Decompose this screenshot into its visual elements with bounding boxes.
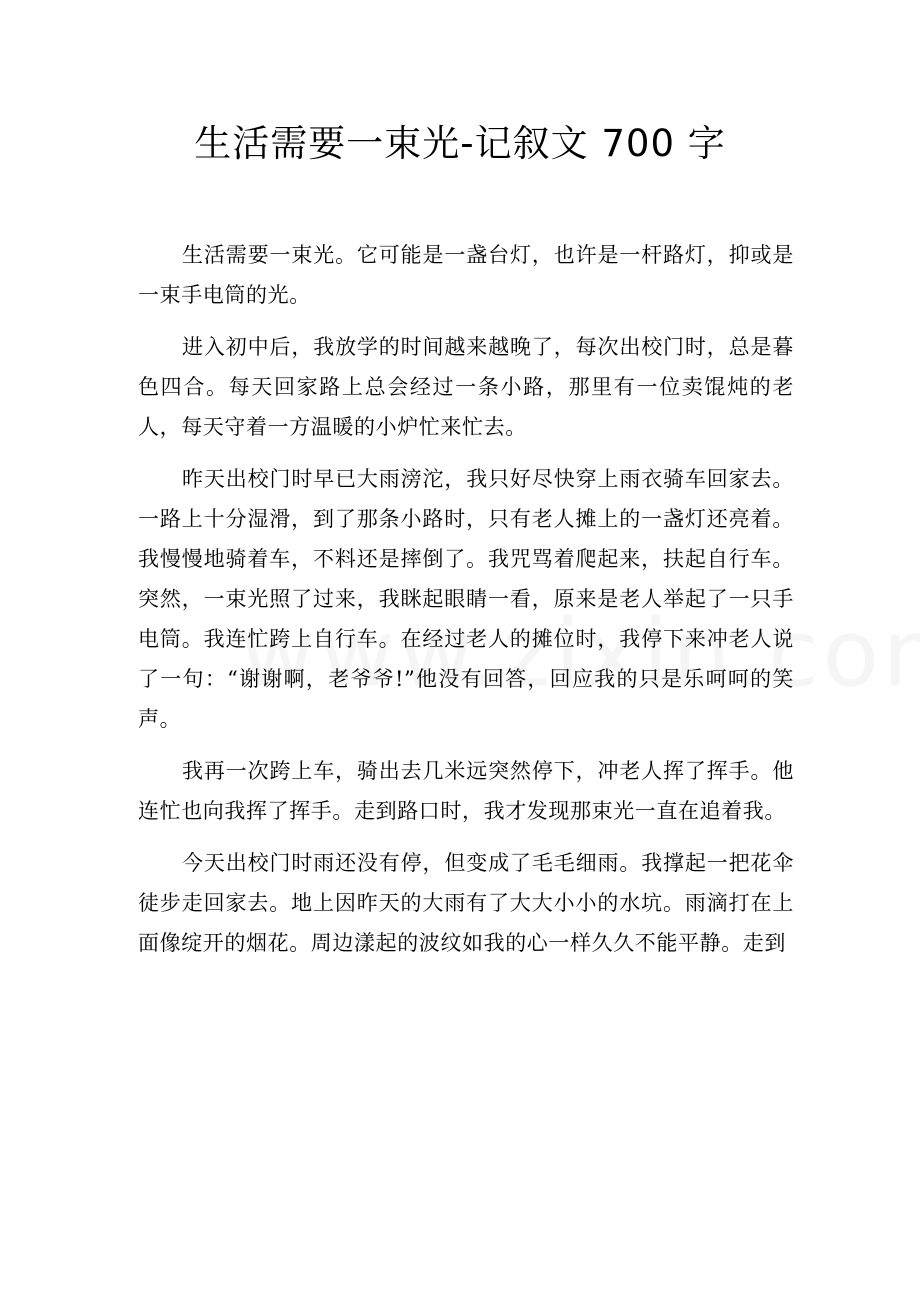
document-title: 生活需要一束光-记叙文 700 字 — [194, 122, 726, 165]
paragraph-5: 今天出校门时雨还没有停，但变成了毛毛细雨。我撑起一把花伞徒步走回家去。地上因昨天的大雨有了大大小小的水坑。雨滴打在上面像绽开的烟花。周边漾起的波纹如我的心一样久久不能平静。走到 — [138, 851, 794, 955]
paragraph-4: 我再一次跨上车，骑出去几米远突然停下，冲老人挥了挥手。他连忙也向我挥了挥手。走到路口时，我才发现那束光一直在追着我。 — [138, 759, 794, 823]
paragraph-1: 生活需要一束光。它可能是一盏台灯，也许是一杆路灯，抑或是一束手电筒的光。 — [138, 243, 794, 307]
paragraph-2: 进入初中后，我放学的时间越来越晚了，每次出校门时，总是暮色四合。每天回家路上总会经过一条小路，那里有一位卖馄炖的老人，每天守着一方温暖的小炉忙来忙去。 — [138, 335, 794, 439]
document-body — [138, 235, 794, 975]
paragraph-3: 昨天出校门时早已大雨滂沱，我只好尽快穿上雨衣骑车回家去。一路上十分湿滑，到了那条小路时，只有老人摊上的一盏灯还亮着。我慢慢地骑着车，不料还是摔倒了。我咒骂着爬起来，扶起自行车。突然，一束光照了过来，我眯起眼睛一看，原来是老人举起了一只手电筒。我连忙跨上自行车。在经过老人的摊位时，我停下来冲老人说了一句：“谢谢啊，老爷爷!”他没有回答，回应我的只是乐呵呵的笑声。 — [138, 467, 794, 731]
